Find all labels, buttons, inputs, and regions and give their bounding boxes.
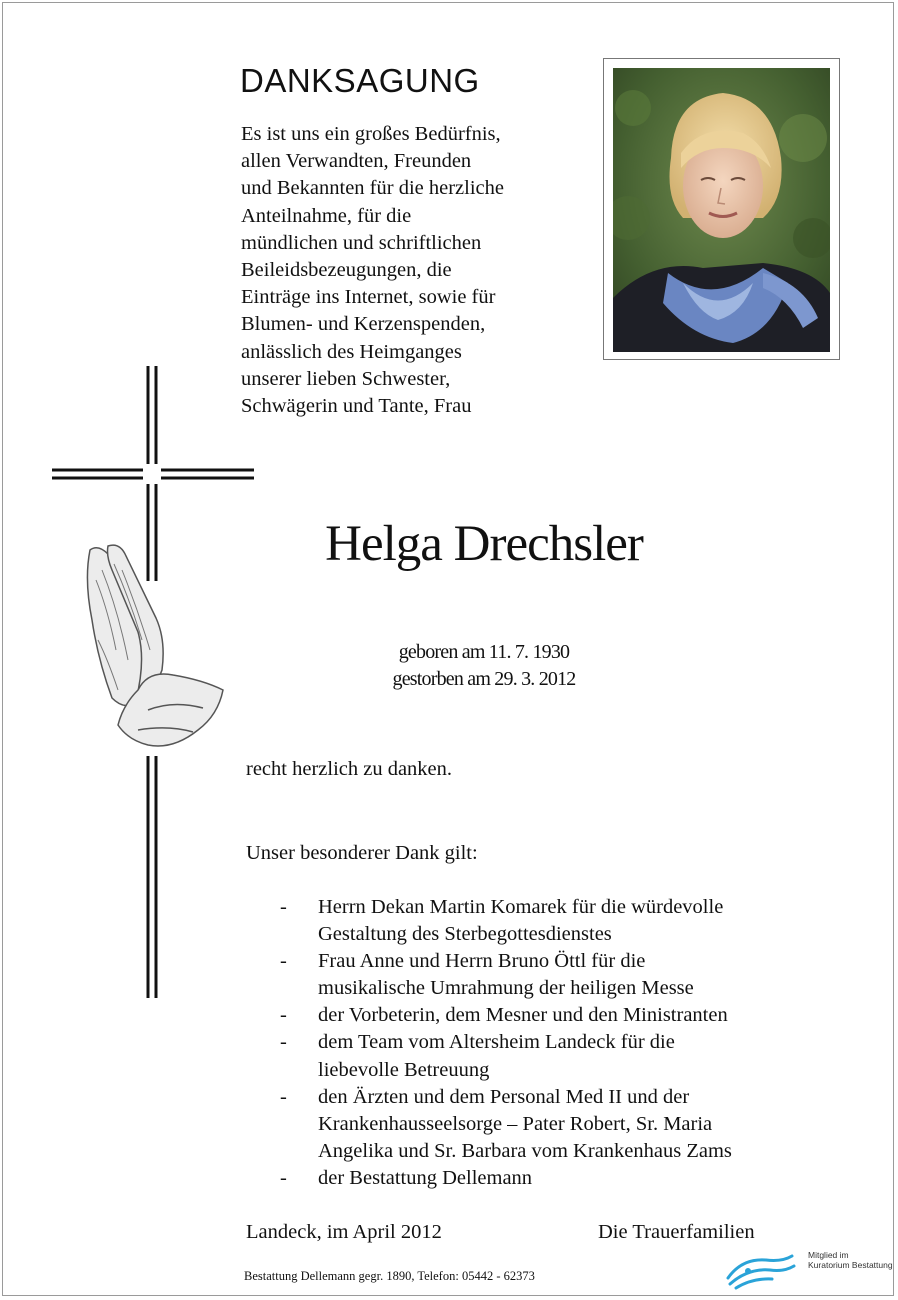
birth-date: geboren am 11. 7. 1930 <box>398 641 570 663</box>
intro-line: anlässlich des Heimganges <box>241 340 462 363</box>
list-dash: - <box>280 1031 287 1054</box>
list-item-line: der Vorbeterin, dem Mesner und den Ministranten <box>318 1004 728 1027</box>
portrait-photo <box>613 68 830 352</box>
special-thanks-heading: Unser besonderer Dank gilt: <box>246 842 478 864</box>
list-item-line: liebevolle Betreuung <box>318 1058 490 1081</box>
list-item-line: musikalische Umrahmung der heiligen Messe <box>318 977 694 1000</box>
portrait-frame <box>603 58 840 360</box>
intro-line: Schwägerin und Tante, Frau <box>241 395 472 418</box>
intro-line: mündlichen und schriftlichen <box>241 231 482 254</box>
list-dash: - <box>280 1004 287 1027</box>
list-item-line: Frau Anne und Herrn Bruno Öttl für die <box>318 950 646 973</box>
list-dash: - <box>280 1085 287 1108</box>
list-item-line: Herrn Dekan Martin Komarek für die würdevolle <box>318 896 724 918</box>
list-item-line: Gestaltung des Sterbegottesdienstes <box>318 923 612 946</box>
intro-line: allen Verwandten, Freunden <box>241 150 472 173</box>
heading: DANKSAGUNG <box>240 62 480 99</box>
list-item-line: dem Team vom Altersheim Landeck für die <box>318 1031 675 1054</box>
death-date: gestorben am 29. 3. 2012 <box>392 668 576 690</box>
logo-caption <box>808 1250 893 1270</box>
families-signature: Die Trauerfamilien <box>598 1221 755 1243</box>
intro-line: Anteilnahme, für die <box>241 204 412 227</box>
list-item-line: der Bestattung Dellemann <box>318 1166 533 1189</box>
place-date: Landeck, im April 2012 <box>246 1221 442 1243</box>
list-item-line: Krankenhausseelsorge – Pater Robert, Sr. Maria <box>318 1112 713 1135</box>
list-item <box>278 1029 838 1083</box>
list-item-line: den Ärzten und dem Personal Med II und der <box>318 1085 690 1108</box>
thanks-list <box>278 894 838 1192</box>
intro-line: unserer lieben Schwester, <box>241 367 451 390</box>
footer-contact: Bestattung Dellemann gegr. 1890, Telefon: 05442 - 62373 <box>244 1269 535 1283</box>
intro-line: Einträge ins Internet, sowie für <box>241 286 496 309</box>
list-item <box>278 1002 838 1029</box>
list-item <box>278 1084 838 1165</box>
life-dates <box>240 639 728 693</box>
logo-line: Kuratorium Bestattung <box>808 1260 893 1270</box>
thanks-line: recht herzlich zu danken. <box>246 758 453 780</box>
list-item <box>278 894 838 948</box>
intro-line: Blumen- und Kerzenspenden, <box>241 313 486 336</box>
intro-line: Beileidsbezeugungen, die <box>241 259 452 282</box>
logo-line: Mitglied im <box>808 1250 849 1260</box>
list-dash: - <box>280 950 287 973</box>
intro-text <box>241 121 581 420</box>
list-dash: - <box>280 896 287 918</box>
intro-line: Es ist uns ein großes Bedürfnis, <box>241 123 501 145</box>
list-item <box>278 1165 838 1192</box>
list-item <box>278 948 838 1002</box>
list-dash: - <box>280 1166 287 1189</box>
list-item-line: Angelika und Sr. Barbara vom Krankenhaus Zams <box>318 1139 732 1162</box>
deceased-name: Helga Drechsler <box>325 516 643 572</box>
intro-line: und Bekannten für die herzliche <box>241 177 504 200</box>
